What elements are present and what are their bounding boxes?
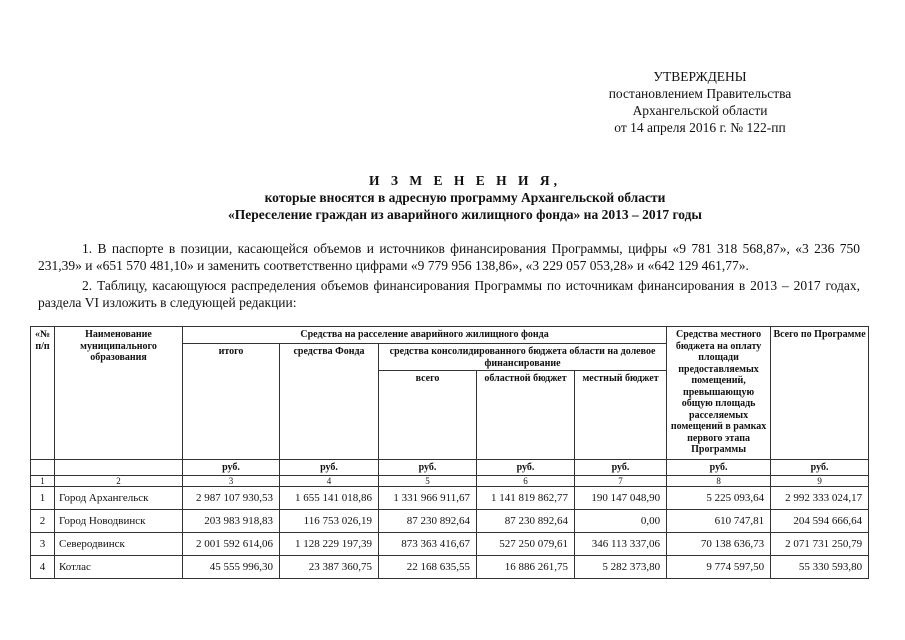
- value-local-budget: 610 747,81: [667, 510, 771, 533]
- column-number: 2: [55, 476, 183, 487]
- column-numbers-row: [31, 476, 869, 487]
- unit-cell: руб.: [575, 460, 667, 476]
- unit-cell: руб.: [183, 460, 280, 476]
- header-local: местный бюджет: [575, 371, 667, 460]
- value-total: 2 987 107 930,53: [183, 487, 280, 510]
- header-consolidated: средства консолидированного бюджета области на долевое финансирование: [379, 344, 667, 371]
- paragraph-2-text: 2. Таблицу, касающуюся распределения объемов финансирования Программы по источникам финансирования в 2013 – 2017 годах, раздела VI изложить в следующей редакции:: [38, 278, 860, 310]
- unit-cell: руб.: [477, 460, 575, 476]
- approval-line-1: УТВЕРЖДЕНЫ: [653, 69, 747, 84]
- header-all: всего: [379, 371, 477, 460]
- unit-cell: руб.: [667, 460, 771, 476]
- value-local-budget: 5 225 093,64: [667, 487, 771, 510]
- header-fund: средства Фонда: [280, 344, 379, 460]
- value-regional: 87 230 892,64: [477, 510, 575, 533]
- value-fund: 23 387 360,75: [280, 556, 379, 579]
- municipality-name: Город Архангельск: [55, 487, 183, 510]
- title-line-2: которые вносятся в адресную программу Архангельской области: [264, 190, 666, 205]
- value-grand-total: 204 594 666,64: [771, 510, 869, 533]
- table-row: [31, 487, 869, 510]
- value-local-budget: 70 138 636,73: [667, 533, 771, 556]
- municipality-name: Котлас: [55, 556, 183, 579]
- value-all: 87 230 892,64: [379, 510, 477, 533]
- municipality-name: Город Новодвинск: [55, 510, 183, 533]
- paragraph-1-text: 1. В паспорте в позиции, касающейся объемов и источников финансирования Программы, цифры «9 781 318 568,87», «3 236 750 231,39» и «651 570 481,10» и заменить соответственно цифрами «9 779 956 138,86», «3 229 057 053,28» и «642 129 461,77».: [38, 241, 860, 273]
- value-local: 190 147 048,90: [575, 487, 667, 510]
- column-number: 8: [667, 476, 771, 487]
- header-total: итого: [183, 344, 280, 460]
- value-regional: 527 250 079,61: [477, 533, 575, 556]
- value-local: 346 113 337,06: [575, 533, 667, 556]
- value-total: 2 001 592 614,06: [183, 533, 280, 556]
- value-regional: 16 886 261,75: [477, 556, 575, 579]
- row-number: 1: [31, 487, 55, 510]
- unit-cell: руб.: [771, 460, 869, 476]
- value-fund: 116 753 026,19: [280, 510, 379, 533]
- column-number: 7: [575, 476, 667, 487]
- value-all: 22 168 635,55: [379, 556, 477, 579]
- row-number: 4: [31, 556, 55, 579]
- paragraph-2: [38, 277, 860, 311]
- value-regional: 1 141 819 862,77: [477, 487, 575, 510]
- header-local-budget: Средства местного бюджета на оплату площади предоставляемых помещений, превышающую общую площадь расселяемых помещений в рамках первого этапа Программы: [667, 327, 771, 460]
- title-line-3: «Переселение граждан из аварийного жилищного фонда» на 2013 – 2017 годы: [228, 207, 702, 222]
- value-local: 5 282 373,80: [575, 556, 667, 579]
- column-number: 4: [280, 476, 379, 487]
- units-row: [31, 460, 869, 476]
- value-grand-total: 2 992 333 024,17: [771, 487, 869, 510]
- value-grand-total: 55 330 593,80: [771, 556, 869, 579]
- value-local-budget: 9 774 597,50: [667, 556, 771, 579]
- header-municipality: Наименование муниципального образования: [55, 327, 183, 460]
- value-fund: 1 655 141 018,86: [280, 487, 379, 510]
- municipality-name: Северодвинск: [55, 533, 183, 556]
- column-number: 1: [31, 476, 55, 487]
- column-number: 3: [183, 476, 280, 487]
- approval-line-4: от 14 апреля 2016 г. № 122-пп: [614, 120, 786, 135]
- value-local: 0,00: [575, 510, 667, 533]
- header-funds-group: Средства на расселение аварийного жилищного фонда: [183, 327, 667, 344]
- column-number: 6: [477, 476, 575, 487]
- value-total: 203 983 918,83: [183, 510, 280, 533]
- header-grand-total: Всего по Программе: [771, 327, 869, 460]
- approval-line-3: Архангельской области: [632, 103, 768, 118]
- paragraph-1: [38, 240, 860, 274]
- funding-table: [30, 326, 869, 579]
- row-number: 2: [31, 510, 55, 533]
- header-regional: областной бюджет: [477, 371, 575, 460]
- approval-line-2: постановлением Правительства: [608, 86, 792, 101]
- column-number: 9: [771, 476, 869, 487]
- row-number: 3: [31, 533, 55, 556]
- value-all: 1 331 966 911,67: [379, 487, 477, 510]
- header-num: «№ п/п: [31, 327, 55, 460]
- table-row: [31, 556, 869, 579]
- document-title: [200, 172, 730, 223]
- value-total: 45 555 996,30: [183, 556, 280, 579]
- unit-cell: руб.: [280, 460, 379, 476]
- table-row: [31, 510, 869, 533]
- column-number: 5: [379, 476, 477, 487]
- approval-stamp: [560, 68, 840, 136]
- unit-cell: руб.: [379, 460, 477, 476]
- table-row: [31, 533, 869, 556]
- title-line-1: И З М Е Н Е Н И Я,: [368, 173, 561, 188]
- value-all: 873 363 416,67: [379, 533, 477, 556]
- value-fund: 1 128 229 197,39: [280, 533, 379, 556]
- value-grand-total: 2 071 731 250,79: [771, 533, 869, 556]
